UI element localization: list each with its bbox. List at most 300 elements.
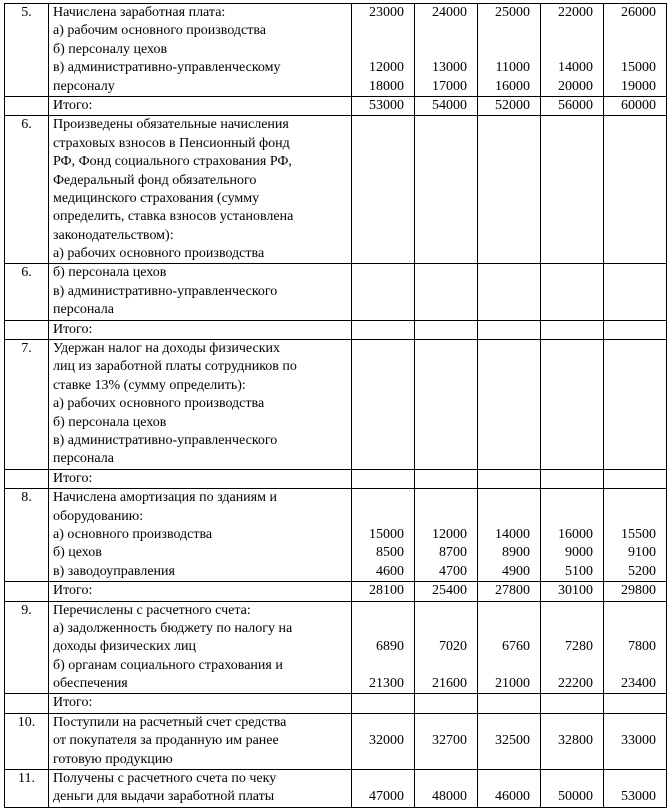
value-line: 56000 [558, 97, 593, 113]
value-line [415, 450, 467, 468]
value-line [541, 450, 593, 468]
description-line: персонала [53, 302, 114, 318]
value-line [415, 208, 467, 226]
value-line [604, 190, 656, 208]
value-line [604, 470, 656, 488]
value-line: 21300 [369, 676, 404, 692]
description-line: Итого: [53, 695, 93, 711]
value-line [541, 377, 593, 395]
value-line [604, 41, 656, 59]
row-description [49, 340, 352, 470]
value-line [415, 245, 467, 263]
row-description [49, 713, 352, 769]
value-line [604, 377, 656, 395]
value-line [352, 22, 404, 40]
value-line [352, 208, 404, 226]
row-number: 6. [5, 116, 49, 264]
value-line [352, 414, 404, 432]
table-row [5, 582, 667, 601]
row-description [49, 770, 352, 808]
value-line [352, 358, 404, 376]
value-cell-variant-1 [352, 4, 415, 97]
value-line [415, 751, 467, 769]
value-line: 32800 [558, 733, 593, 749]
value-line [352, 694, 404, 712]
description-line: б) цехов [53, 545, 102, 561]
description-line: Удержан налог на доходы физических [53, 341, 280, 357]
value-line [604, 301, 656, 319]
value-line [352, 395, 404, 413]
value-line [478, 172, 530, 190]
table-row [5, 469, 667, 488]
value-cell-variant-4 [541, 582, 604, 601]
value-line [478, 489, 530, 507]
table-row [5, 116, 667, 264]
value-cell-variant-5 [604, 770, 667, 808]
value-line [352, 301, 404, 319]
value-cell-variant-1 [352, 694, 415, 713]
value-line [352, 264, 404, 282]
value-line: 32000 [369, 733, 404, 749]
value-line [604, 508, 656, 526]
value-line [604, 116, 656, 134]
value-cell-variant-3 [478, 116, 541, 264]
table-row [5, 96, 667, 115]
value-line [541, 340, 593, 358]
value-line [415, 172, 467, 190]
value-line [415, 301, 467, 319]
value-line [541, 301, 593, 319]
value-cell-variant-4 [541, 694, 604, 713]
value-line [541, 414, 593, 432]
value-line [415, 22, 467, 40]
description-line: готовую продукцию [53, 751, 173, 767]
row-description [49, 320, 352, 339]
value-line [415, 714, 467, 732]
value-cell-variant-4 [541, 489, 604, 582]
value-line [352, 602, 404, 620]
row-number: 9. [5, 601, 49, 694]
value-cell-variant-5 [604, 320, 667, 339]
description-line: Итого: [53, 97, 93, 113]
value-line [604, 227, 656, 245]
value-line [478, 377, 530, 395]
value-line [541, 283, 593, 301]
value-line [478, 751, 530, 769]
value-line: 16000 [558, 526, 593, 542]
value-line [352, 714, 404, 732]
value-cell-variant-3 [478, 694, 541, 713]
value-line [541, 41, 593, 59]
value-line [352, 135, 404, 153]
value-line: 47000 [369, 789, 404, 805]
value-cell-variant-3 [478, 96, 541, 115]
value-line: 21000 [495, 676, 530, 692]
value-line [541, 508, 593, 526]
value-line [352, 321, 404, 339]
value-cell-variant-2 [415, 116, 478, 264]
value-line [478, 190, 530, 208]
value-cell-variant-2 [415, 601, 478, 694]
value-line [415, 283, 467, 301]
description-line: а) рабочих основного производства [53, 396, 265, 412]
value-line [604, 414, 656, 432]
description-line: в) административно-управленческому [53, 60, 281, 76]
description-line: от покупателя за проданную им ранее [53, 733, 279, 749]
value-line [352, 470, 404, 488]
description-line: законодательством): [53, 227, 174, 243]
description-line: б) органам социального страхования и [53, 657, 283, 673]
value-line: 52000 [495, 97, 530, 113]
value-line: 28100 [369, 583, 404, 599]
row-number: 5. [5, 4, 49, 97]
value-line [604, 153, 656, 171]
value-line [604, 321, 656, 339]
value-line: 4900 [502, 563, 530, 579]
row-number: 10. [5, 713, 49, 769]
value-line [415, 135, 467, 153]
value-line: 24000 [432, 5, 467, 20]
value-line [604, 489, 656, 507]
value-line [604, 432, 656, 450]
value-line [541, 116, 593, 134]
value-line [352, 432, 404, 450]
value-line [541, 190, 593, 208]
value-line [352, 172, 404, 190]
value-cell-variant-1 [352, 116, 415, 264]
value-line: 4700 [439, 563, 467, 579]
value-line [478, 41, 530, 59]
value-cell-variant-4 [541, 96, 604, 115]
value-line [604, 751, 656, 769]
description-line: Поступили на расчетный счет средства [53, 714, 287, 730]
value-line: 53000 [369, 97, 404, 113]
table-row [5, 264, 667, 320]
value-cell-variant-3 [478, 713, 541, 769]
row-number: 11. [5, 770, 49, 808]
row-number: 6. [5, 264, 49, 320]
row-number [5, 469, 49, 488]
row-description [49, 116, 352, 264]
value-line: 12000 [369, 60, 404, 76]
value-line: 14000 [558, 60, 593, 76]
value-line: 26000 [621, 5, 656, 20]
row-number: 8. [5, 489, 49, 582]
value-line [415, 227, 467, 245]
value-line: 8500 [376, 545, 404, 561]
value-line [415, 694, 467, 712]
description-line: доходы физических лиц [53, 639, 197, 655]
value-line [604, 208, 656, 226]
value-line [478, 116, 530, 134]
value-line [541, 264, 593, 282]
table-row [5, 4, 667, 97]
value-line [478, 714, 530, 732]
value-cell-variant-2 [415, 96, 478, 115]
value-line [604, 245, 656, 263]
description-line: Федеральный фонд обязательного [53, 172, 257, 188]
row-number [5, 320, 49, 339]
value-line [478, 414, 530, 432]
value-line [415, 340, 467, 358]
value-cell-variant-3 [478, 489, 541, 582]
value-line [478, 340, 530, 358]
value-line: 23400 [621, 676, 656, 692]
value-line [478, 321, 530, 339]
value-line [541, 227, 593, 245]
description-line: Произведены обязательные начисления [53, 117, 289, 133]
value-line [541, 358, 593, 376]
value-line [478, 153, 530, 171]
value-line: 9100 [628, 545, 656, 561]
value-cell-variant-2 [415, 469, 478, 488]
value-line: 9000 [565, 545, 593, 561]
value-line [352, 227, 404, 245]
value-line [415, 470, 467, 488]
value-line: 7020 [439, 639, 467, 655]
value-line: 23000 [369, 5, 404, 20]
row-description [49, 582, 352, 601]
value-line [478, 508, 530, 526]
value-line [415, 358, 467, 376]
row-number: 7. [5, 340, 49, 470]
value-line [415, 395, 467, 413]
value-cell-variant-4 [541, 713, 604, 769]
description-line: а) задолженность бюджету по налогу на [53, 620, 293, 636]
value-cell-variant-5 [604, 116, 667, 264]
table-row [5, 340, 667, 470]
value-cell-variant-4 [541, 770, 604, 808]
value-line [541, 620, 593, 638]
table-body [5, 4, 667, 808]
description-line: а) рабочим основного производства [53, 23, 267, 39]
value-line: 21600 [432, 676, 467, 692]
row-description [49, 4, 352, 97]
value-line [352, 508, 404, 526]
value-line: 18000 [369, 78, 404, 94]
value-cell-variant-5 [604, 713, 667, 769]
table-row [5, 320, 667, 339]
value-line [478, 358, 530, 376]
value-line [478, 227, 530, 245]
value-cell-variant-1 [352, 713, 415, 769]
description-line: Начислена амортизация по зданиям и [53, 490, 277, 506]
description-line: Начислена заработная плата: [53, 5, 226, 20]
value-line [541, 470, 593, 488]
value-cell-variant-2 [415, 264, 478, 320]
value-line [415, 153, 467, 171]
value-cell-variant-2 [415, 582, 478, 601]
value-line [604, 770, 656, 788]
row-description [49, 469, 352, 488]
value-cell-variant-2 [415, 713, 478, 769]
table-row [5, 601, 667, 694]
value-cell-variant-5 [604, 582, 667, 601]
value-cell-variant-1 [352, 264, 415, 320]
value-cell-variant-1 [352, 340, 415, 470]
value-line [352, 770, 404, 788]
value-line [604, 395, 656, 413]
value-cell-variant-4 [541, 264, 604, 320]
value-line: 8900 [502, 545, 530, 561]
value-line [541, 432, 593, 450]
description-line: Итого: [53, 583, 93, 599]
value-line: 6760 [502, 639, 530, 655]
value-line: 15000 [621, 60, 656, 76]
value-line [604, 264, 656, 282]
value-line: 33000 [621, 733, 656, 749]
value-line: 8700 [439, 545, 467, 561]
value-cell-variant-5 [604, 469, 667, 488]
value-line [478, 283, 530, 301]
value-line: 30100 [558, 583, 593, 599]
value-line [478, 657, 530, 675]
value-line [415, 190, 467, 208]
value-line: 15000 [369, 526, 404, 542]
value-line [604, 340, 656, 358]
value-line [352, 153, 404, 171]
value-line: 20000 [558, 78, 593, 94]
value-line: 5100 [565, 563, 593, 579]
value-line [478, 432, 530, 450]
value-cell-variant-3 [478, 770, 541, 808]
value-cell-variant-4 [541, 116, 604, 264]
value-line [352, 116, 404, 134]
description-line: определить, ставка взносов установлена [53, 209, 294, 225]
value-line [352, 41, 404, 59]
value-line [415, 489, 467, 507]
value-line [415, 620, 467, 638]
value-cell-variant-2 [415, 4, 478, 97]
value-line [541, 714, 593, 732]
value-line [541, 602, 593, 620]
value-line [541, 321, 593, 339]
value-line: 27800 [495, 583, 530, 599]
value-line [415, 508, 467, 526]
value-cell-variant-2 [415, 489, 478, 582]
value-line [541, 153, 593, 171]
value-line [604, 22, 656, 40]
value-line [541, 489, 593, 507]
value-line [415, 432, 467, 450]
row-number [5, 582, 49, 601]
value-line [352, 450, 404, 468]
value-line [604, 694, 656, 712]
value-cell-variant-2 [415, 770, 478, 808]
value-line [352, 620, 404, 638]
value-line [415, 377, 467, 395]
value-line: 15500 [621, 526, 656, 542]
value-line [352, 190, 404, 208]
value-line [352, 245, 404, 263]
value-line [478, 208, 530, 226]
value-cell-variant-4 [541, 340, 604, 470]
value-cell-variant-2 [415, 320, 478, 339]
value-line [478, 22, 530, 40]
value-cell-variant-3 [478, 340, 541, 470]
value-cell-variant-3 [478, 4, 541, 97]
value-line: 12000 [432, 526, 467, 542]
value-line [478, 770, 530, 788]
description-line: а) основного производства [53, 526, 213, 542]
value-cell-variant-5 [604, 4, 667, 97]
row-number [5, 694, 49, 713]
value-line [415, 264, 467, 282]
description-line: Получены с расчетного счета по чеку [53, 771, 277, 787]
value-line: 14000 [495, 526, 530, 542]
value-cell-variant-1 [352, 469, 415, 488]
value-line: 17000 [432, 78, 467, 94]
description-line: обеспечения [53, 676, 128, 692]
value-line [541, 172, 593, 190]
value-line [541, 751, 593, 769]
value-line [604, 172, 656, 190]
table-row [5, 489, 667, 582]
value-line [478, 620, 530, 638]
description-line: ставке 13% (сумму определить): [53, 377, 246, 393]
value-line: 25000 [495, 5, 530, 20]
value-line: 7800 [628, 639, 656, 655]
value-line [352, 283, 404, 301]
value-line [352, 751, 404, 769]
value-line: 13000 [432, 60, 467, 76]
value-line: 7280 [565, 639, 593, 655]
value-line [541, 208, 593, 226]
value-line [604, 657, 656, 675]
value-cell-variant-4 [541, 469, 604, 488]
value-line [604, 283, 656, 301]
value-line: 50000 [558, 789, 593, 805]
value-cell-variant-5 [604, 489, 667, 582]
description-line: Итого: [53, 470, 93, 486]
value-line [478, 395, 530, 413]
value-line: 32700 [432, 733, 467, 749]
value-cell-variant-5 [604, 694, 667, 713]
value-cell-variant-1 [352, 96, 415, 115]
value-line [415, 602, 467, 620]
value-line [478, 470, 530, 488]
value-line: 46000 [495, 789, 530, 805]
value-line [604, 135, 656, 153]
value-line [352, 377, 404, 395]
value-cell-variant-5 [604, 96, 667, 115]
value-line [352, 657, 404, 675]
description-line: Итого: [53, 321, 93, 337]
value-line [604, 602, 656, 620]
value-line [415, 41, 467, 59]
description-line: б) персоналу цехов [53, 41, 168, 57]
value-line [541, 694, 593, 712]
description-line: медицинского страхования (сумму [53, 190, 260, 206]
description-line: лиц из заработной платы сотрудников по [53, 359, 297, 375]
description-line: б) персонала цехов [53, 265, 167, 281]
value-line [541, 245, 593, 263]
value-line [415, 414, 467, 432]
row-number [5, 96, 49, 115]
value-line: 22000 [558, 5, 593, 20]
value-line: 48000 [432, 789, 467, 805]
value-cell-variant-3 [478, 582, 541, 601]
value-line [352, 489, 404, 507]
value-line [604, 620, 656, 638]
value-cell-variant-3 [478, 601, 541, 694]
value-line: 5200 [628, 563, 656, 579]
value-cell-variant-4 [541, 4, 604, 97]
value-line: 6890 [376, 639, 404, 655]
row-description [49, 264, 352, 320]
description-line: персоналу [53, 78, 115, 94]
value-line [604, 450, 656, 468]
